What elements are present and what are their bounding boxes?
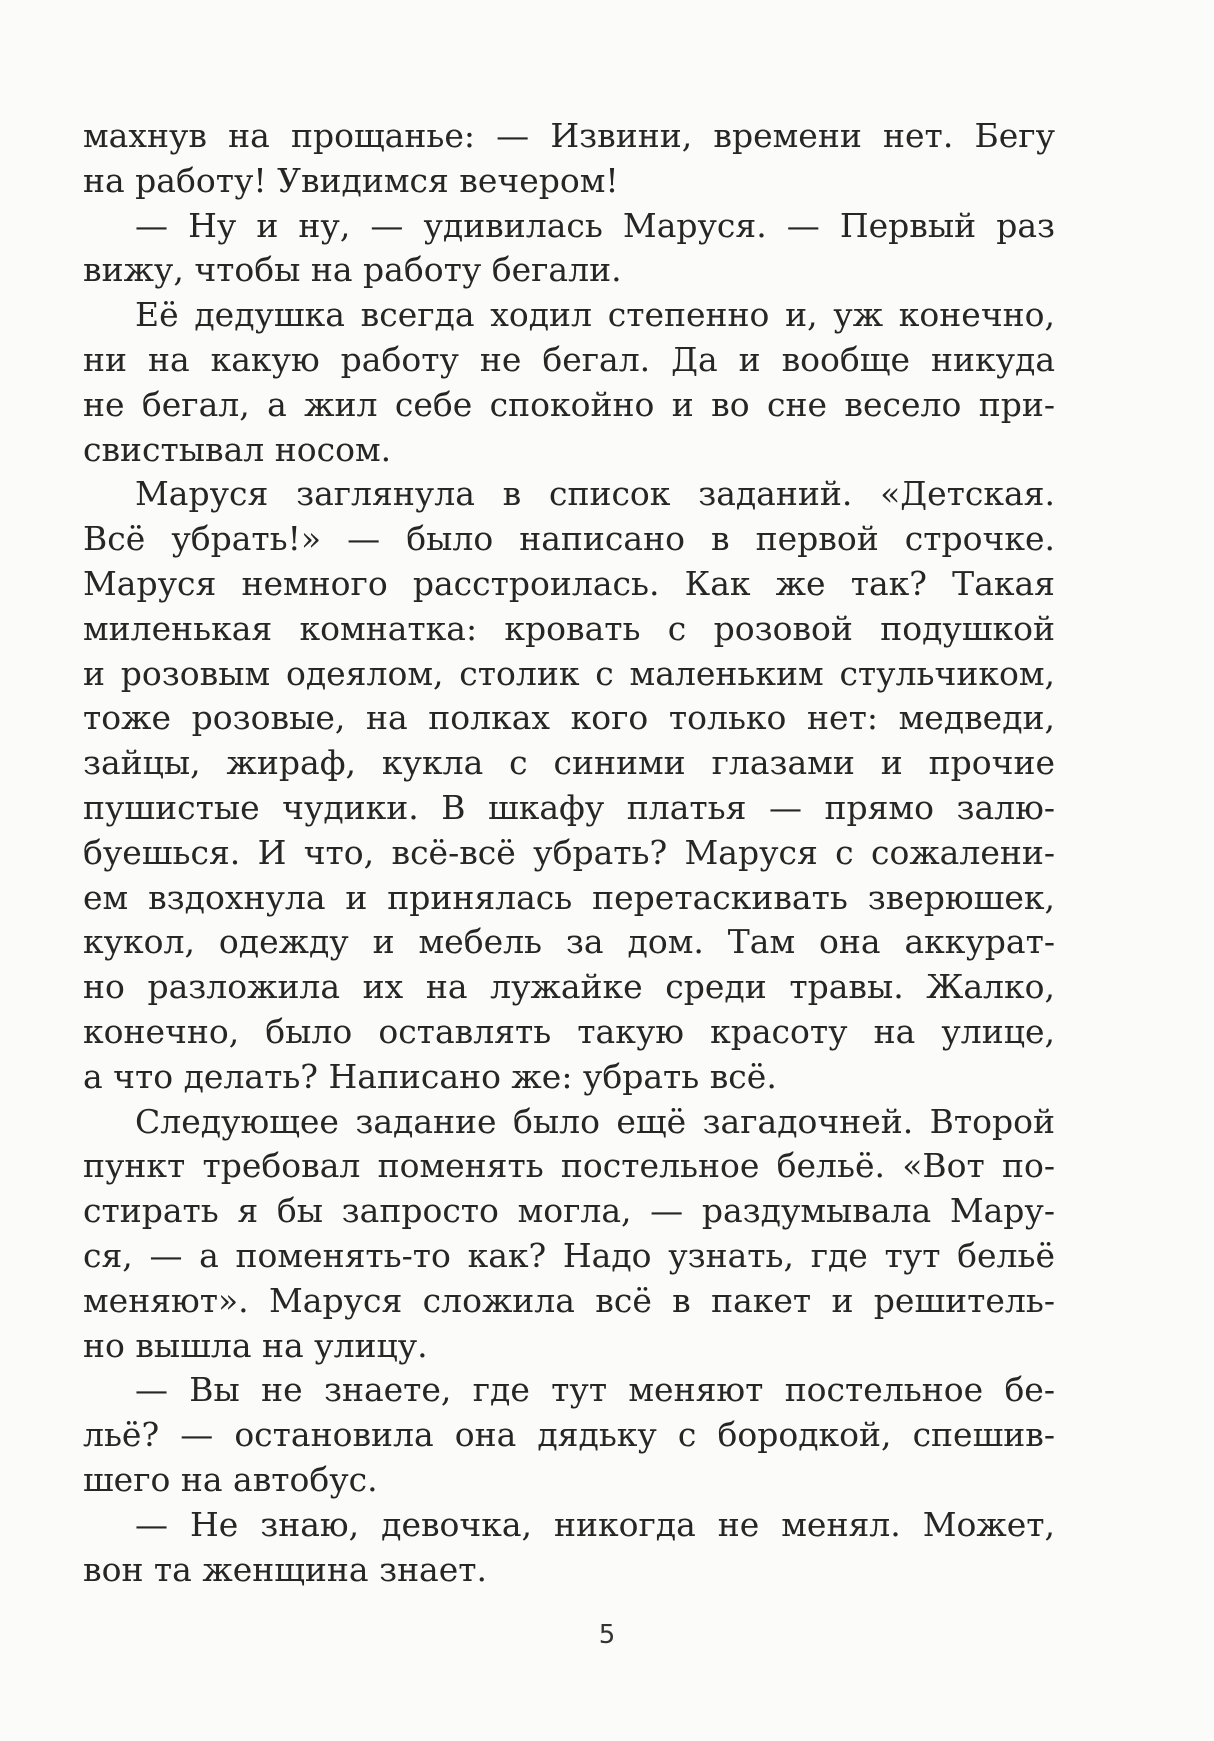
text-line: конечно, было оставлять такую красоту на улице, xyxy=(83,1011,1055,1051)
text-line: на работу! Увидимся вечером! xyxy=(83,160,619,200)
text-line: кукол, одежду и мебель за дом. Там она аккурат- xyxy=(83,922,1055,962)
text-line: меняют». Маруся сложила всё в пакет и решитель- xyxy=(83,1280,1055,1320)
text-line: пушистые чудики. В шкафу платья — прямо залю- xyxy=(83,787,1055,827)
text-line: но вышла на улицу. xyxy=(83,1325,428,1365)
text-line: и розовым одеялом, столик с маленьким стульчиком, xyxy=(83,653,1055,693)
text-line: Её дедушка всегда ходил степенно и, уж конечно, xyxy=(135,295,1055,335)
text-line: миленькая комнатка: кровать с розовой подушкой xyxy=(83,608,1055,648)
text-line: — Ну и ну, — удивилась Маруся. — Первый раз xyxy=(135,205,1055,245)
text-line: ем вздохнула и принялась перетаскивать зверюшек, xyxy=(83,877,1055,917)
text-line: вон та женщина знает. xyxy=(83,1549,488,1589)
text-line: вижу, чтобы на работу бегали. xyxy=(83,250,622,290)
text-line: махнув на прощанье: — Извини, времени нет. Бегу xyxy=(83,116,1055,155)
text-line: Следующее задание было ещё загадочней. Второй xyxy=(135,1101,1055,1141)
text-line: шего на автобус. xyxy=(83,1459,378,1499)
text-line: Всё убрать!» — было написано в первой строчке. xyxy=(83,519,1055,559)
text-line: но разложила их на лужайке среди травы. Жалко, xyxy=(83,967,1055,1007)
text-line: свистывал носом. xyxy=(83,429,392,469)
text-line: льё? — остановила она дядьку с бородкой, спешив- xyxy=(83,1415,1055,1455)
text-line: буешься. И что, всё-всё убрать? Маруся с сожалени- xyxy=(83,832,1055,872)
text-body xyxy=(83,114,1055,1592)
text-line: ни на какую работу не бегал. Да и вообще никуда xyxy=(83,339,1055,379)
text-line: — Не знаю, девочка, никогда не менял. Может, xyxy=(135,1504,1055,1544)
text-line: стирать я бы запросто могла, — раздумывала Мару- xyxy=(83,1191,1055,1231)
text-line: не бегал, а жил себе спокойно и во сне весело при- xyxy=(83,384,1055,424)
page-number: 5 xyxy=(598,1620,616,1650)
text-line: зайцы, жираф, кукла с синими глазами и прочие xyxy=(83,743,1055,783)
text-line: — Вы не знаете, где тут меняют постельное бе- xyxy=(135,1370,1055,1410)
text-line: тоже розовые, на полках кого только нет: медведи, xyxy=(83,698,1055,738)
text-line: пункт требовал поменять постельное бельё. «Вот по- xyxy=(83,1146,1055,1186)
text-line: а что делать? Написано же: убрать всё. xyxy=(83,1056,777,1096)
text-line: Маруся немного расстроилась. Как же так? Такая xyxy=(83,563,1055,603)
text-line: ся, — а поменять-то как? Надо узнать, где тут бельё xyxy=(83,1235,1055,1275)
text-line: Маруся заглянула в список заданий. «Детская. xyxy=(135,474,1055,514)
